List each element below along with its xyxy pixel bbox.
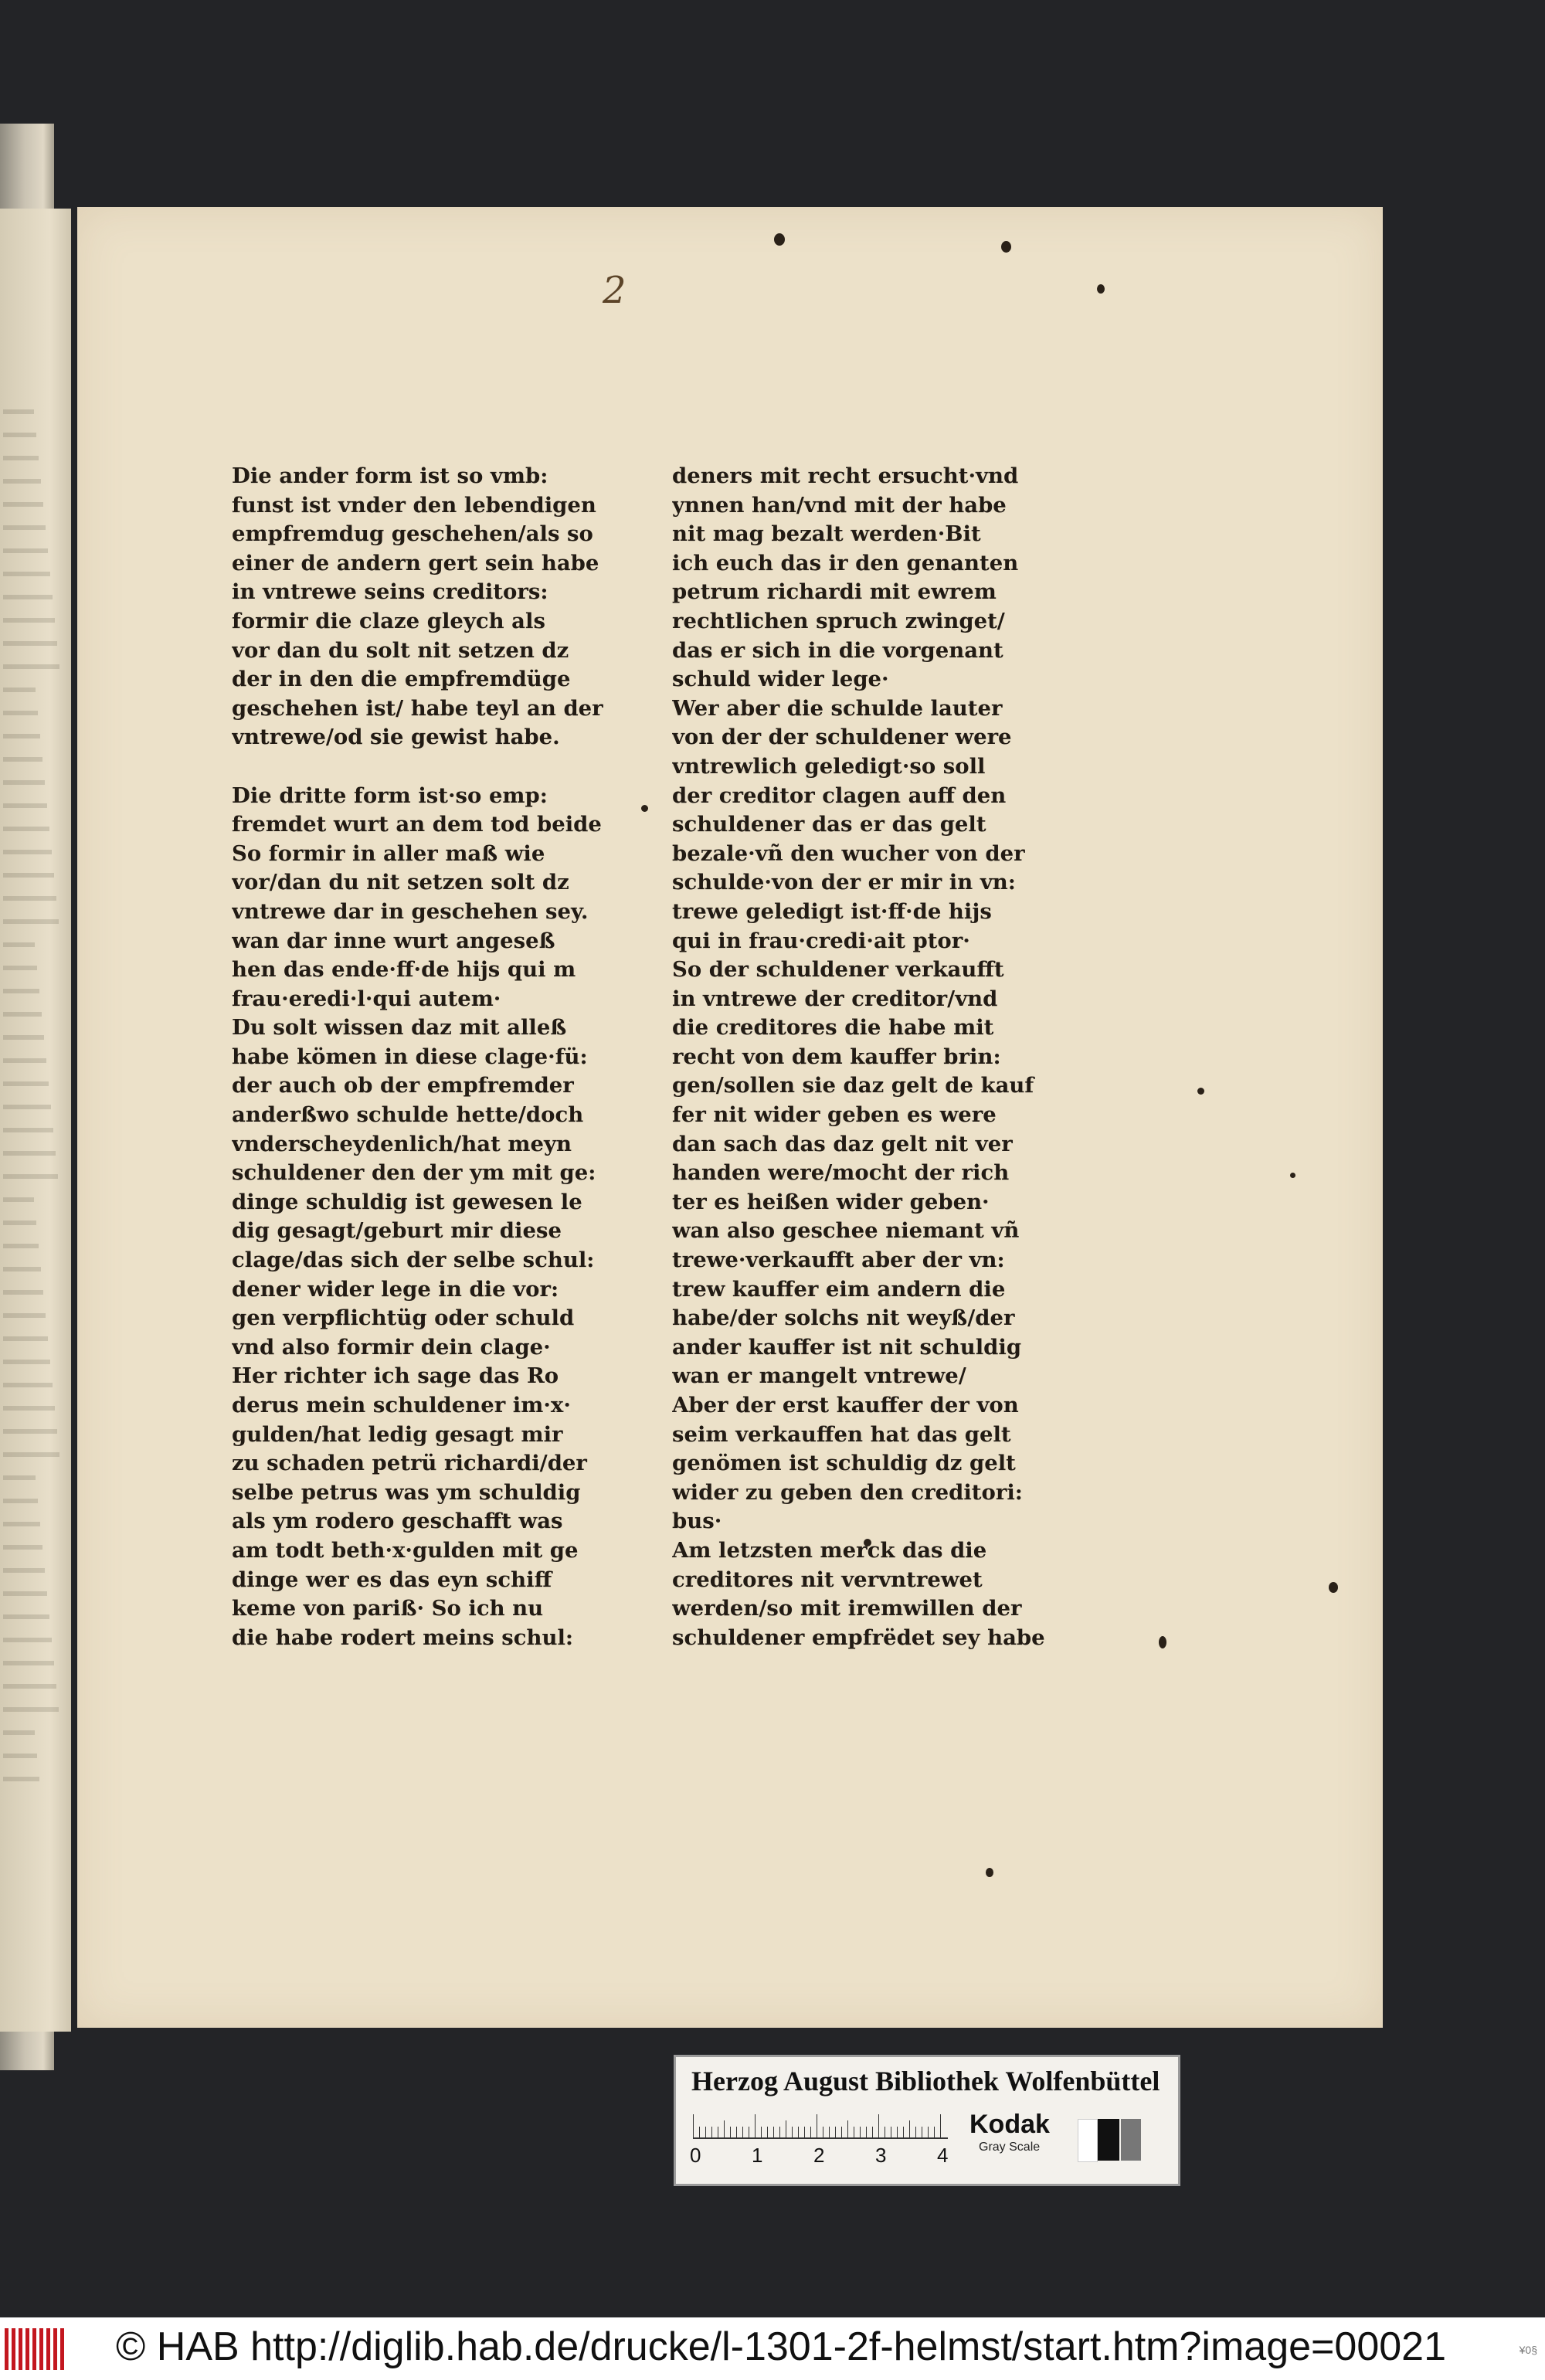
text-line: die habe rodert meins schul: bbox=[232, 1625, 574, 1650]
ink-speck bbox=[1001, 241, 1011, 253]
facing-page-text-shadow bbox=[3, 433, 36, 437]
text-line: vntrewe/od sie gewist habe. bbox=[232, 725, 560, 750]
text-line: der auch ob der empfremder bbox=[232, 1073, 574, 1098]
text-line: ter es heißen wider geben· bbox=[672, 1189, 990, 1214]
ruler-tick bbox=[829, 2127, 830, 2137]
gray-scale-caption: Gray Scale bbox=[979, 2141, 1041, 2154]
ruler-tick bbox=[934, 2127, 935, 2137]
facing-page-text-shadow bbox=[3, 595, 53, 599]
ruler-tick bbox=[841, 2127, 842, 2137]
text-line: wider zu geben den creditori: bbox=[672, 1479, 1023, 1505]
text-line: trew kauffer eim andern die bbox=[672, 1276, 1006, 1302]
ruler bbox=[690, 2110, 956, 2179]
facing-page-text-shadow bbox=[3, 1336, 48, 1341]
text-line: ynnen han/vnd mit der habe bbox=[672, 492, 1007, 518]
library-color-scale-card bbox=[674, 2055, 1180, 2186]
text-line: gen verpflichtüg oder schuld bbox=[232, 1305, 575, 1331]
facing-page-text-shadow bbox=[3, 850, 52, 854]
text-line: habe kömen in diese clage·fü: bbox=[232, 1044, 588, 1069]
ruler-tick bbox=[872, 2127, 873, 2137]
ruler-tick bbox=[711, 2127, 712, 2137]
facing-page-text-shadow bbox=[3, 1174, 58, 1179]
text-line: trewe·verkaufft aber der vn: bbox=[672, 1248, 1005, 1273]
facing-page-text-shadow bbox=[3, 572, 50, 576]
text-column-left bbox=[232, 462, 603, 1652]
text-line: So der schuldener verkaufft bbox=[672, 957, 1004, 983]
text-line: vor dan du solt nit setzen dz bbox=[232, 637, 569, 663]
text-line: handen were/mocht der rich bbox=[672, 1160, 1010, 1186]
text-line: werden/so mit iremwillen der bbox=[672, 1596, 1022, 1621]
text-line: ich euch das ir den genanten bbox=[672, 550, 1019, 575]
text-line: wan er mangelt vntrewe/ bbox=[672, 1363, 966, 1389]
text-line: anderßwo schulde hette/doch bbox=[232, 1102, 584, 1128]
ruler-number: 2 bbox=[813, 2144, 825, 2167]
text-line: hen das ende·ff·de hijs qui m bbox=[232, 957, 576, 983]
text-line: dig gesagt/geburt mir diese bbox=[232, 1218, 562, 1244]
text-line: qui in frau·credi·ait ptor· bbox=[672, 928, 970, 953]
ink-speck bbox=[641, 805, 648, 812]
ruler-tick bbox=[792, 2127, 793, 2137]
gray-swatch-black bbox=[1098, 2119, 1119, 2161]
facing-page-text-shadow bbox=[3, 966, 37, 970]
facing-page-text-shadow bbox=[3, 757, 42, 762]
text-line: Aber der erst kauffer der von bbox=[672, 1393, 1019, 1417]
facing-page-text-shadow bbox=[3, 409, 34, 414]
footer-bar bbox=[0, 2317, 1545, 2380]
text-line: nit mag bezalt werden·Bit bbox=[672, 521, 981, 547]
facing-page-text-shadow bbox=[3, 989, 39, 993]
text-line: in vntrewe seins creditors: bbox=[232, 579, 548, 605]
text-line: in vntrewe der creditor/vnd bbox=[672, 986, 998, 1011]
text-line: bezale·vñ den wucher von der bbox=[672, 840, 1025, 866]
facing-page-text-shadow bbox=[3, 1244, 39, 1248]
ruler-tick bbox=[699, 2127, 700, 2137]
facing-page-text-shadow bbox=[3, 896, 56, 901]
text-line: einer de andern gert sein habe bbox=[232, 550, 599, 575]
ruler-tick bbox=[755, 2114, 756, 2137]
facing-page-text-shadow bbox=[3, 1081, 49, 1086]
ruler-number: 4 bbox=[937, 2144, 949, 2167]
text-line: Du solt wissen daz mit alleß bbox=[232, 1015, 567, 1041]
text-line: zu schaden petrü richardi/der bbox=[232, 1451, 587, 1476]
facing-page-text-shadow bbox=[3, 1452, 59, 1457]
text-line: am todt beth·x·gulden mit ge bbox=[232, 1537, 579, 1563]
ruler-tick bbox=[779, 2127, 780, 2137]
facing-page-text-shadow bbox=[3, 1058, 46, 1063]
text-line: der creditor clagen auff den bbox=[672, 783, 1007, 808]
text-line: creditores nit vervntrewet bbox=[672, 1567, 983, 1592]
text-line: So formir in aller maß wie bbox=[232, 840, 545, 866]
facing-page-text-shadow bbox=[3, 1360, 50, 1364]
facing-page-text-shadow bbox=[3, 780, 45, 785]
text-line: seim verkauffen hat das gelt bbox=[672, 1421, 1011, 1447]
footer-mark: ¥0§ bbox=[1519, 2344, 1537, 2356]
ruler-tick bbox=[724, 2120, 725, 2137]
text-line: derus mein schuldener im·x· bbox=[232, 1393, 571, 1417]
facing-page-text-shadow bbox=[3, 1429, 57, 1434]
text-line: als ym rodero geschafft was bbox=[232, 1509, 563, 1534]
ruler-number: 0 bbox=[690, 2144, 701, 2167]
facing-page-text-shadow bbox=[3, 1221, 36, 1225]
facing-page-text-shadow bbox=[3, 548, 48, 553]
facing-page-text-shadow bbox=[3, 1591, 47, 1596]
text-line: frau·eredi·l·qui autem· bbox=[232, 986, 501, 1011]
text-line: gen/sollen sie daz gelt de kauf bbox=[672, 1073, 1034, 1098]
text-line: Her richter ich sage das Ro bbox=[232, 1363, 559, 1389]
facing-page-text-shadow bbox=[3, 479, 41, 484]
facing-page-text-shadow bbox=[3, 641, 57, 646]
text-line: von der der schuldener were bbox=[672, 725, 1012, 750]
ruler-tick bbox=[693, 2114, 694, 2137]
text-line: Wer aber die schulde lauter bbox=[672, 695, 1003, 721]
text-line: vntrewlich geledigt·so soll bbox=[672, 753, 986, 779]
text-line: habe/der solchs nit weyß/der bbox=[672, 1305, 1015, 1331]
text-line: formir die claze gleych als bbox=[232, 608, 545, 633]
facing-page-text-shadow bbox=[3, 1614, 49, 1619]
ruler-baseline bbox=[693, 2110, 948, 2139]
facing-page-text-shadow bbox=[3, 1105, 51, 1109]
ruler-number: 1 bbox=[752, 2144, 763, 2167]
text-line: vntrewe dar in geschehen sey. bbox=[232, 898, 589, 924]
ruler-tick bbox=[915, 2127, 916, 2137]
text-line: recht von dem kauffer brin: bbox=[672, 1044, 1001, 1069]
paragraph-gap bbox=[232, 752, 603, 782]
facing-page-text-shadow bbox=[3, 1777, 39, 1781]
text-line: das er sich in die vorgenant bbox=[672, 637, 1003, 663]
facing-page-text-shadow bbox=[3, 734, 40, 738]
facing-page-text-shadow bbox=[3, 502, 43, 507]
text-line: vnderscheydenlich/hat meyn bbox=[232, 1131, 572, 1156]
text-line: schuldener empfrëdet sey habe bbox=[672, 1625, 1045, 1650]
ruler-tick bbox=[940, 2114, 941, 2137]
ink-speck bbox=[1159, 1636, 1166, 1648]
gray-swatch-mid bbox=[1121, 2119, 1141, 2161]
text-line: dinge schuldig ist gewesen le bbox=[232, 1189, 582, 1214]
ink-speck bbox=[774, 233, 785, 246]
ruler-tick bbox=[909, 2120, 910, 2137]
ruler-tick bbox=[860, 2127, 861, 2137]
text-line: rechtlichen spruch zwinget/ bbox=[672, 608, 1005, 633]
facing-page-text-shadow bbox=[3, 711, 38, 715]
facing-page-text-shadow bbox=[3, 1267, 41, 1271]
ruler-tick bbox=[835, 2127, 836, 2137]
ink-speck bbox=[1097, 284, 1105, 294]
text-line: die creditores die habe mit bbox=[672, 1015, 994, 1041]
text-line: vnd also formir dein clage· bbox=[232, 1334, 551, 1360]
facing-page-text-shadow bbox=[3, 1545, 42, 1550]
facing-page-text-shadow bbox=[3, 1406, 55, 1411]
facing-page-text-shadow bbox=[3, 873, 54, 878]
facing-page-text-shadow bbox=[3, 1568, 45, 1573]
text-line: schulde·von der er mir in vn: bbox=[672, 870, 1016, 895]
text-line: funst ist vnder den lebendigen bbox=[232, 492, 596, 518]
text-line: schuld wider lege· bbox=[672, 667, 889, 692]
text-line: dener wider lege in die vor: bbox=[232, 1276, 559, 1302]
ruler-number: 3 bbox=[875, 2144, 887, 2167]
ruler-tick bbox=[767, 2127, 768, 2137]
text-line: wan also geschee niemant vñ bbox=[672, 1218, 1020, 1244]
facing-page-text-shadow bbox=[3, 1522, 40, 1526]
facing-page-text-shadow bbox=[3, 1383, 53, 1387]
ruler-tick bbox=[804, 2127, 805, 2137]
text-line: deners mit recht ersucht·vnd bbox=[672, 463, 1019, 488]
facing-page-text-shadow bbox=[3, 1035, 44, 1040]
text-line: fer nit wider geben es were bbox=[672, 1102, 997, 1128]
ruler-tick bbox=[705, 2127, 706, 2137]
text-line: empfremdug geschehen/als so bbox=[232, 521, 593, 547]
facing-page-text-shadow bbox=[3, 1128, 53, 1132]
ink-speck bbox=[1329, 1582, 1338, 1593]
facing-page-text-shadow bbox=[3, 1151, 56, 1156]
book-page bbox=[77, 207, 1383, 2028]
facing-page-text-shadow bbox=[3, 1707, 59, 1712]
ruler-tick bbox=[798, 2127, 799, 2137]
ruler-tick bbox=[810, 2127, 811, 2137]
facing-page-text-shadow bbox=[3, 827, 49, 831]
facing-page-text-shadow bbox=[3, 1475, 36, 1480]
kodak-logo: Kodak bbox=[969, 2110, 1050, 2139]
ruler-tick bbox=[928, 2127, 929, 2137]
text-line: schuldener den der ym mit ge: bbox=[232, 1160, 596, 1186]
facing-page-text-shadow bbox=[3, 1730, 35, 1735]
text-line: petrum richardi mit ewrem bbox=[672, 579, 997, 605]
text-line: vor/dan du nit setzen solt dz bbox=[232, 870, 569, 895]
text-line: der in den die empfremdüge bbox=[232, 667, 571, 692]
text-line: Die ander form ist so vmb: bbox=[232, 463, 548, 488]
text-line: geschehen ist/ habe teyl an der bbox=[232, 695, 603, 721]
ruler-tick bbox=[736, 2127, 737, 2137]
facing-page-text-shadow bbox=[3, 1499, 38, 1503]
ink-speck bbox=[986, 1868, 993, 1877]
text-line: keme von pariß· So ich nu bbox=[232, 1596, 544, 1621]
text-line: bus· bbox=[672, 1509, 722, 1534]
facing-page-text-shadow bbox=[3, 942, 35, 947]
ink-speck bbox=[1290, 1173, 1295, 1178]
folio-number: 2 bbox=[603, 269, 626, 312]
text-line: selbe petrus was ym schuldig bbox=[232, 1479, 581, 1505]
hab-logo-icon bbox=[5, 2328, 65, 2370]
ruler-tick bbox=[897, 2127, 898, 2137]
text-line: fremdet wurt an dem tod beide bbox=[232, 812, 602, 837]
text-line: schuldener das er das gelt bbox=[672, 812, 986, 837]
ruler-tick bbox=[847, 2120, 848, 2137]
text-line: trewe geledigt ist·ff·de hijs bbox=[672, 898, 992, 924]
ruler-tick bbox=[773, 2127, 774, 2137]
gray-swatch-white bbox=[1078, 2119, 1098, 2162]
ruler-tick bbox=[866, 2127, 867, 2137]
source-url[interactable]: © HAB http://diglib.hab.de/drucke/l-1301-2f-helmst/start.htm?image=00021 bbox=[116, 2324, 1447, 2369]
facing-page-text-shadow bbox=[3, 618, 55, 623]
facing-page-text-shadow bbox=[3, 803, 47, 808]
facing-page-text-shadow bbox=[3, 1290, 43, 1295]
ruler-tick bbox=[761, 2127, 762, 2137]
text-line: Am letzsten merck das die bbox=[672, 1537, 987, 1563]
text-line: dinge wer es das eyn schiff bbox=[232, 1567, 552, 1592]
ruler-tick bbox=[903, 2127, 904, 2137]
facing-page-text-shadow bbox=[3, 664, 59, 669]
facing-page-text-shadow bbox=[3, 1684, 56, 1689]
facing-page-text-shadow bbox=[3, 456, 39, 460]
facing-page-text-shadow bbox=[3, 1012, 42, 1017]
text-line: dan sach das daz gelt nit ver bbox=[672, 1131, 1013, 1156]
ruler-tick bbox=[730, 2127, 731, 2137]
text-line: wan dar inne wurt angeseß bbox=[232, 928, 555, 953]
text-column-right bbox=[672, 462, 1045, 1652]
text-line: genömen ist schuldig dz gelt bbox=[672, 1451, 1016, 1476]
facing-page-text-shadow bbox=[3, 1754, 37, 1758]
facing-page-text-shadow bbox=[3, 1638, 52, 1642]
facing-page-text-shadow bbox=[3, 1661, 54, 1665]
ruler-tick bbox=[878, 2114, 879, 2137]
text-line: ander kauffer ist nit schuldig bbox=[672, 1334, 1022, 1360]
facing-page-text-shadow bbox=[3, 1197, 34, 1202]
ink-speck bbox=[1197, 1088, 1204, 1095]
facing-page-text-shadow bbox=[3, 688, 36, 692]
ruler-tick bbox=[742, 2127, 743, 2137]
facing-page-text-shadow bbox=[3, 1313, 46, 1318]
text-line: clage/das sich der selbe schul: bbox=[232, 1248, 595, 1273]
text-line: gulden/hat ledig gesagt mir bbox=[232, 1421, 563, 1447]
facing-page-text-shadow bbox=[3, 525, 46, 530]
library-name: Herzog August Bibliothek Wolfenbüttel bbox=[691, 2066, 1160, 2097]
facing-page-edge bbox=[0, 209, 71, 2032]
text-line: Die dritte form ist·so emp: bbox=[232, 783, 548, 808]
facing-page-text-shadow bbox=[3, 919, 59, 924]
